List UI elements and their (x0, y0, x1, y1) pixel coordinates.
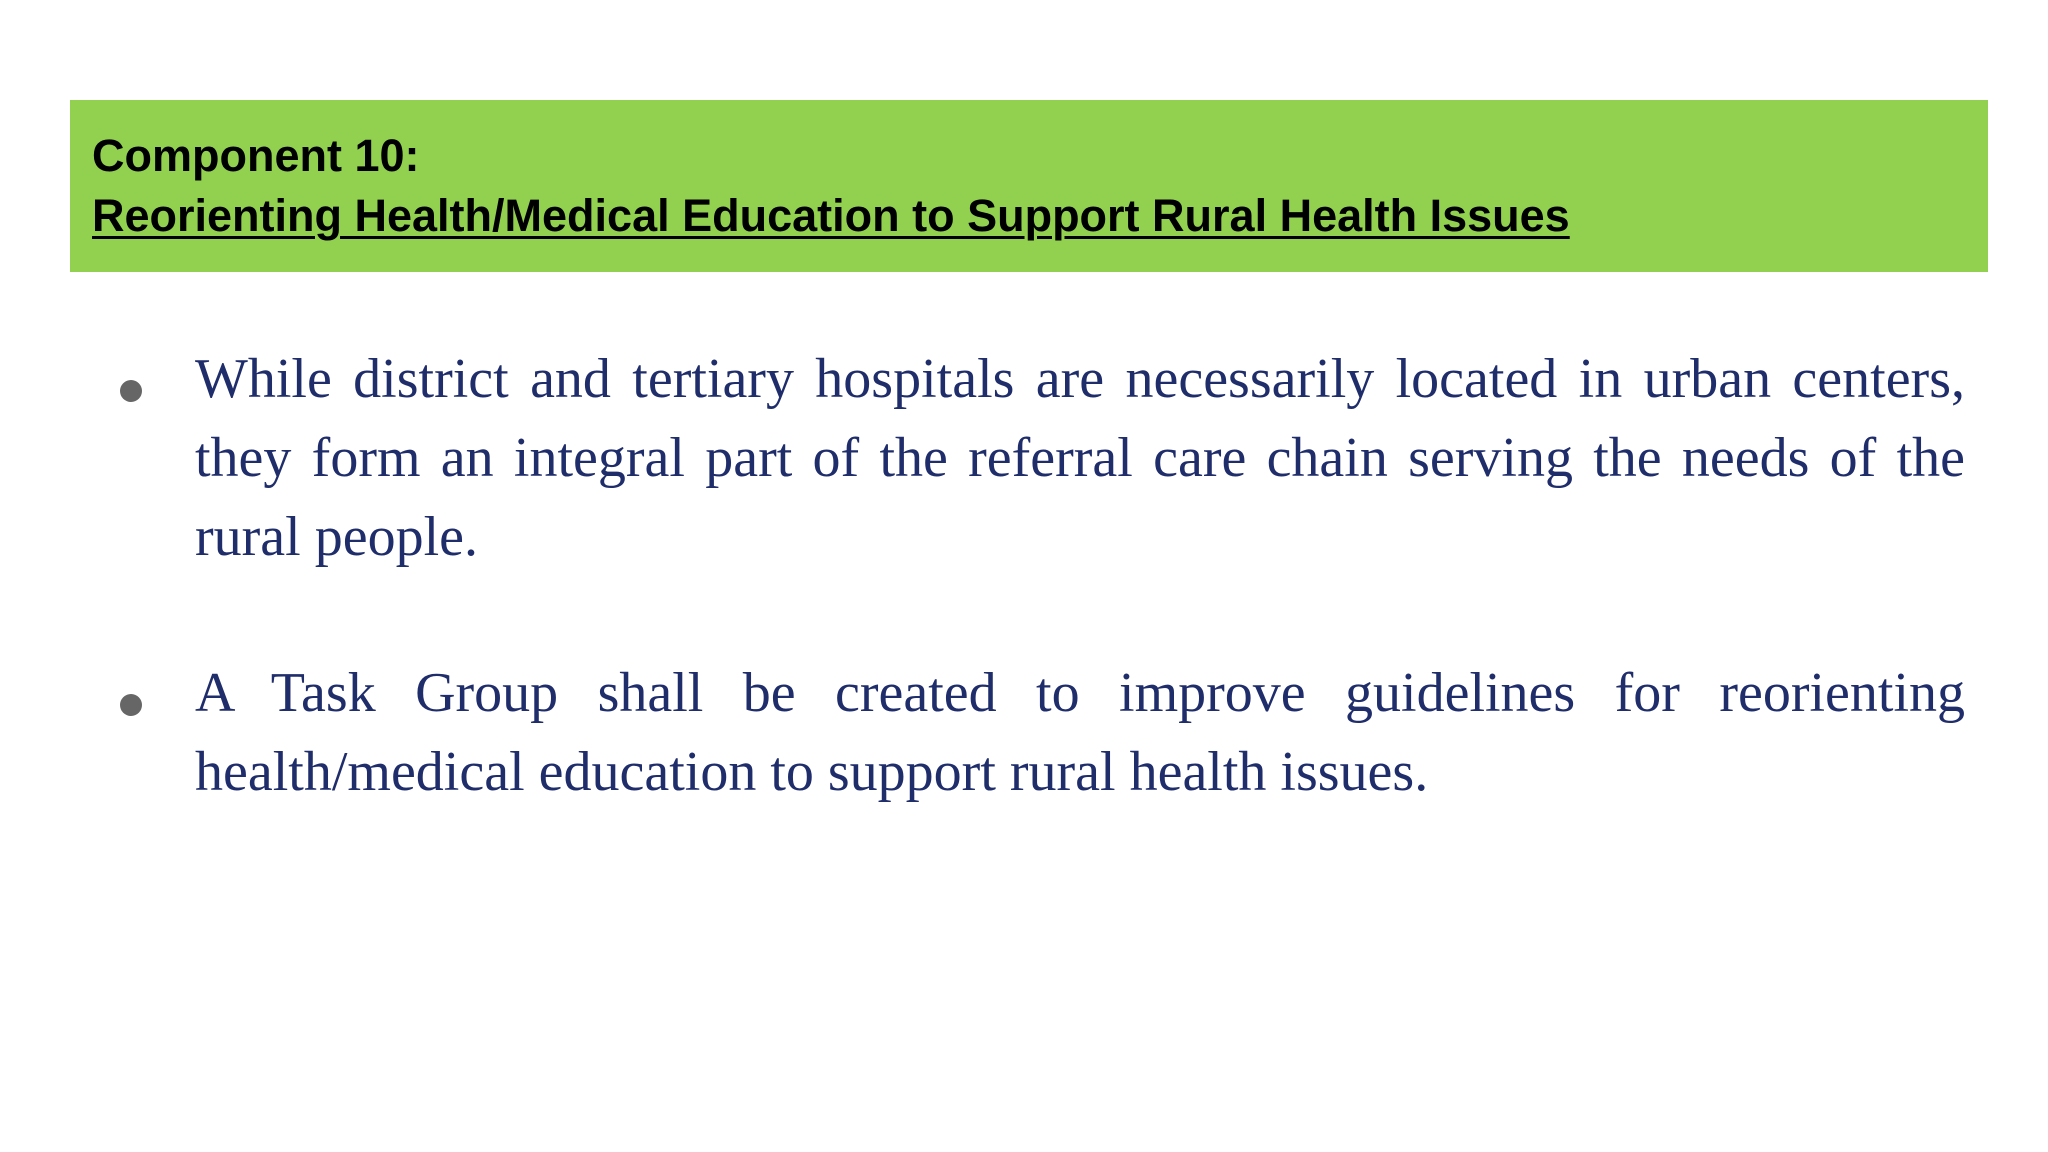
component-subtitle: Reorienting Health/Medical Education to Support Rural Health Issues (92, 190, 1570, 241)
bullet-dot-icon (120, 380, 142, 402)
bullet-text: While district and tertiary hospitals are necessarily located in urban centers, they form an integral part of the referral care chain serving the needs of the rural people. (195, 348, 1965, 568)
bullet-item (0, 340, 2048, 577)
component-title: Component 10: (92, 130, 420, 181)
bullet-text: A Task Group shall be created to improve guidelines for reorienting health/medical education to support rural health issues. (195, 662, 1965, 803)
bullet-list (0, 340, 2048, 889)
component-header-banner (70, 100, 1988, 272)
bullet-dot-icon (120, 694, 142, 716)
bullet-item (0, 654, 2048, 812)
